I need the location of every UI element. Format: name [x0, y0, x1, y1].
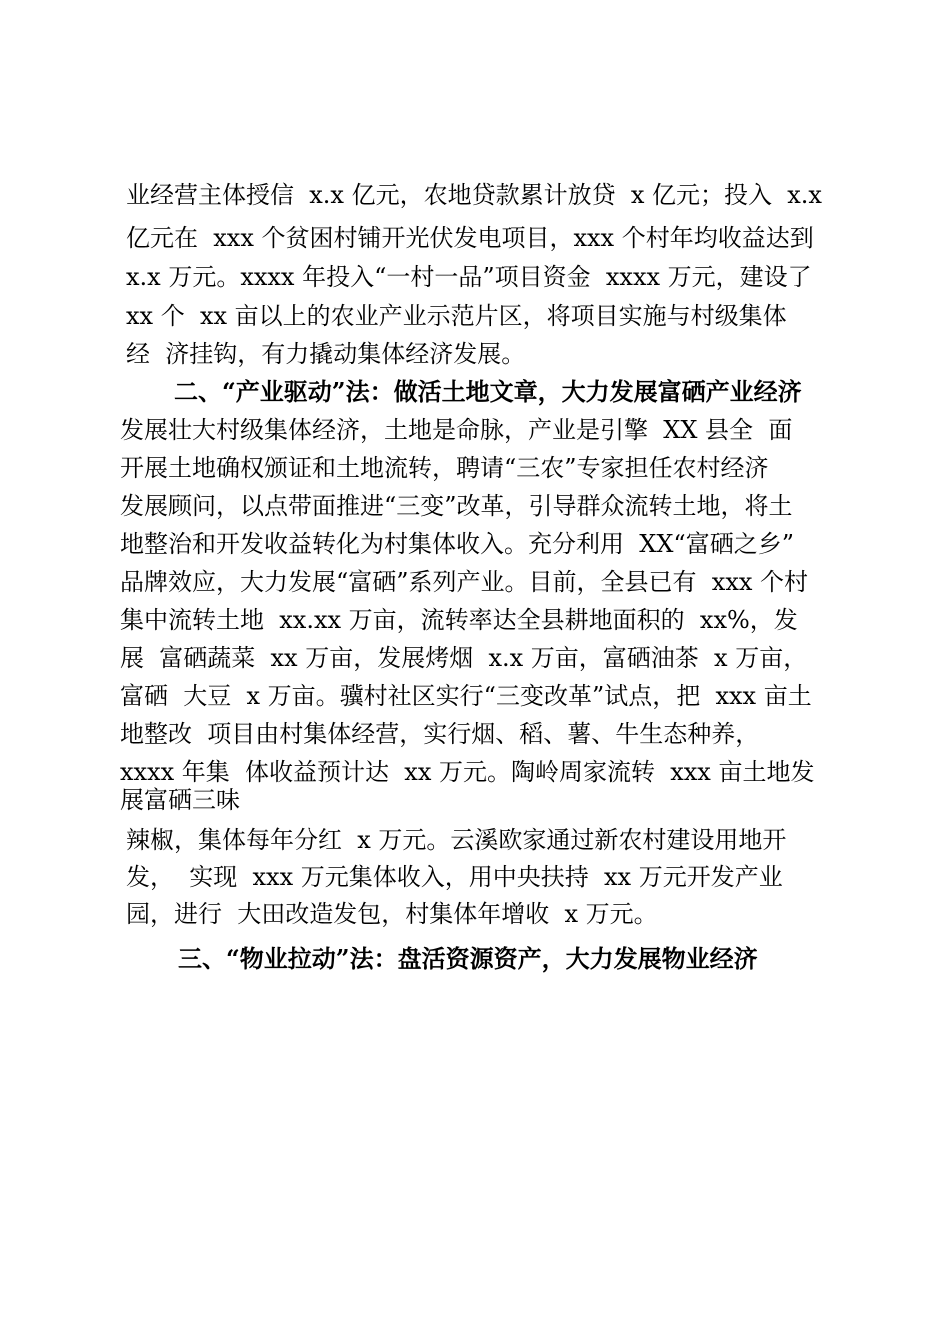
section-heading-3: 三、“物业拉动”法：盘活资源资产，大力发展物业经济	[178, 944, 758, 973]
text-line: xx 个 xx 亩以上的农业产业示范片区，将项目实施与村级集体	[126, 302, 787, 330]
text-line: 地整治和开发收益转化为村集体收入。充分利用 XX“富硒之乡”	[120, 530, 794, 558]
text-line: 展富硒三味	[120, 786, 240, 814]
text-line: 发展壮大村级集体经济，土地是命脉，产业是引擎 XX 县全 面	[120, 416, 793, 444]
text-line: xxxx 年集 体收益预计达 xx 万元。陶岭周家流转 xxx 亩土地发	[120, 758, 815, 786]
text-line: 辣椒，集体每年分红 x 万元。云溪欧家通过新农村建设用地开	[126, 826, 787, 854]
text-line: 发， 实现 xxx 万元集体收入，用中央扶持 xx 万元开发产业	[126, 863, 783, 891]
text-line: x.x 万元。xxxx 年投入“一村一品”项目资金 xxxx 万元，建设了	[126, 263, 812, 291]
text-line: 发展顾问，以点带面推进“三变”改革，引导群众流转土地，将土	[120, 492, 793, 520]
text-line: 经 济挂钩，有力撬动集体经济发展。	[126, 340, 526, 368]
text-line: 地整改 项目由村集体经营，实行烟、稻、薯、牛生态种养，	[120, 720, 760, 748]
text-line: 园，进行 大田改造发包，村集体年增收 x 万元。	[126, 900, 658, 928]
text-line: 展 富硒蔬菜 xx 万亩，发展烤烟 x.x 万亩，富硒油茶 x 万亩，	[120, 644, 808, 672]
text-line: 业经营主体授信 x.x 亿元，农地贷款累计放贷 x 亿元；投入 x.x	[126, 181, 822, 209]
text-line: 富硒 大豆 x 万亩。骥村社区实行“三变改革”试点，把 xxx 亩土	[120, 682, 812, 710]
text-line: 品牌效应，大力发展“富硒”系列产业。目前，全县已有 xxx 个村	[120, 568, 809, 596]
text-line: 亿元在 xxx 个贫困村铺开光伏发电项目，xxx 个村年均收益达到	[126, 224, 814, 252]
text-line: 开展土地确权颁证和土地流转，聘请“三农”专家担任农村经济	[120, 454, 769, 482]
section-heading-2: 二、“产业驱动”法：做活土地文章，大力发展富硒产业经济	[174, 377, 802, 406]
text-line: 集中流转土地 xx.xx 万亩，流转率达全县耕地面积的 xx%，发	[120, 606, 798, 634]
